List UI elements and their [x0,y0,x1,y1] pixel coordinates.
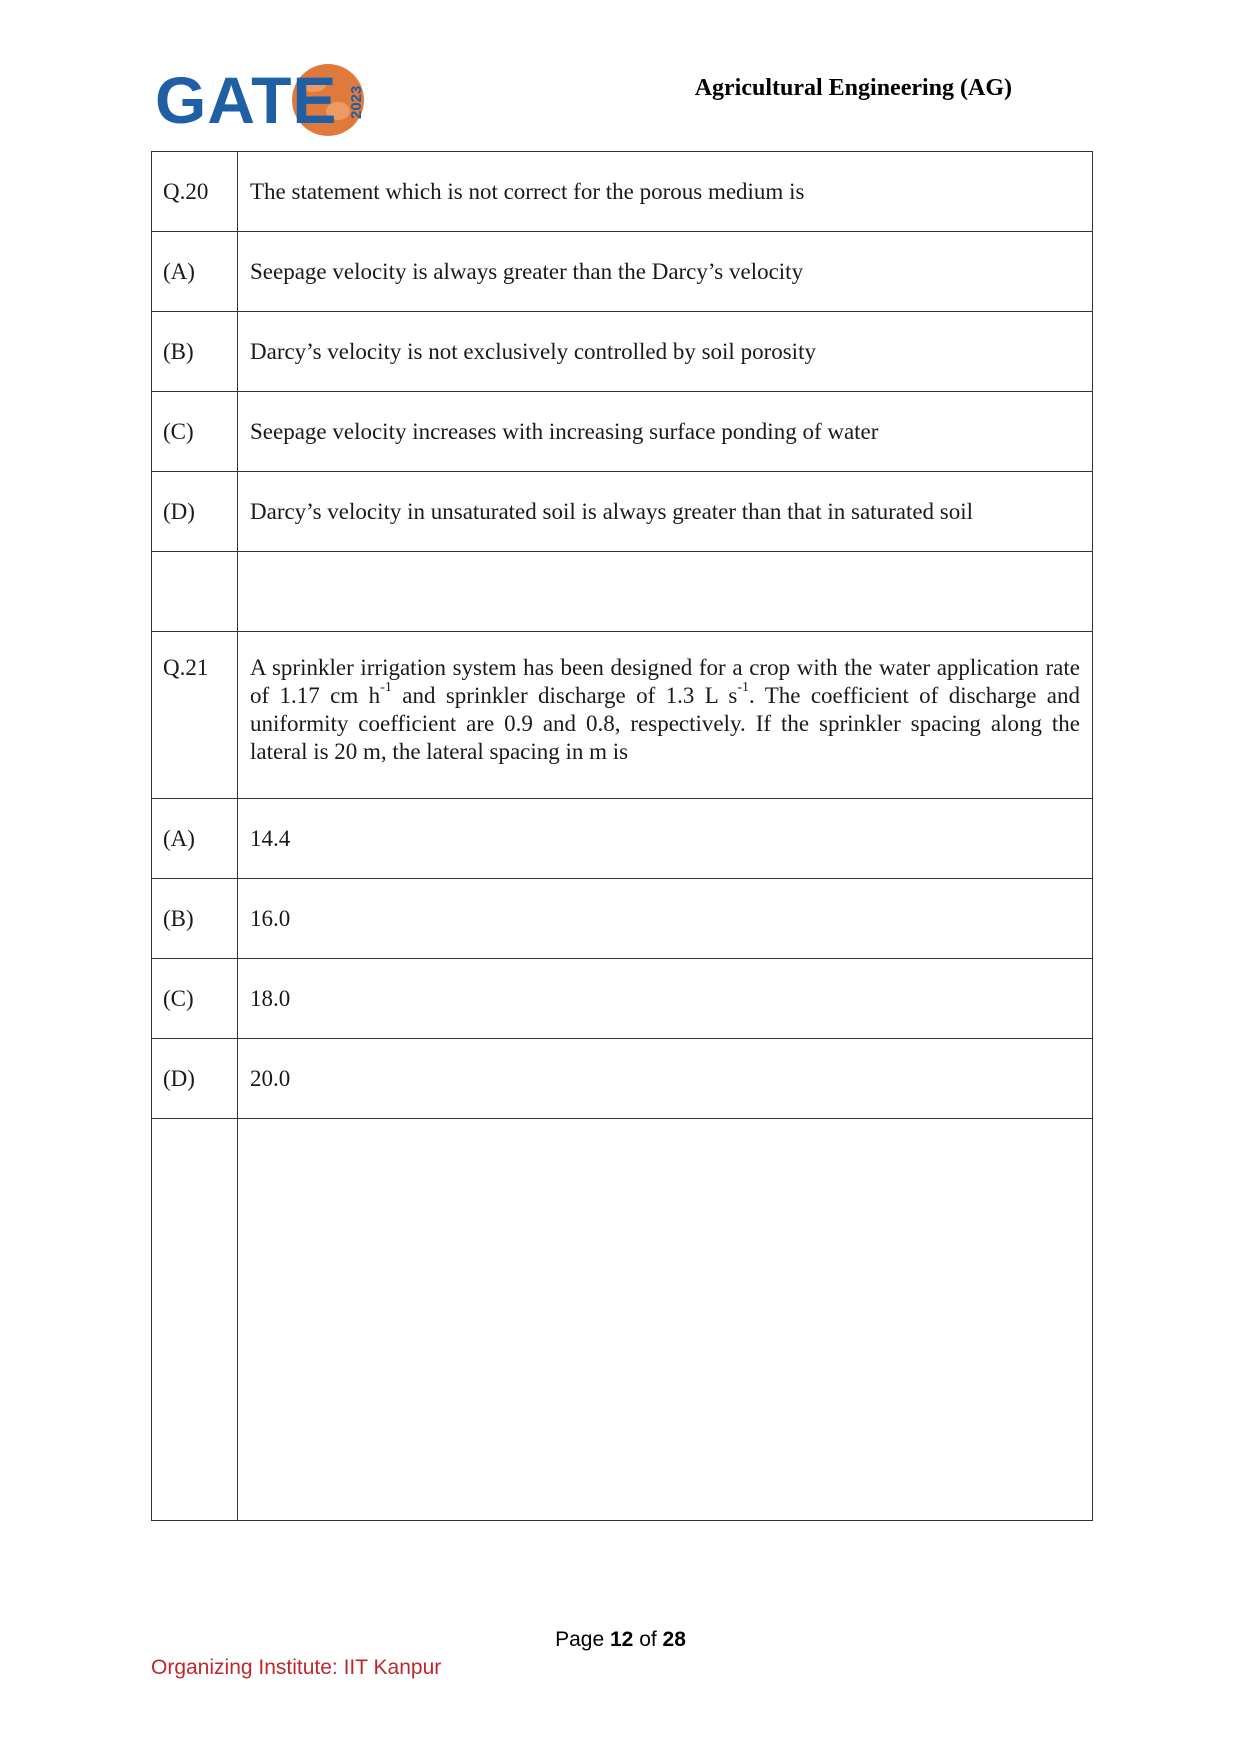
option-label: (D) [152,472,238,552]
spacer-row [152,552,1093,632]
option-label: (C) [152,959,238,1039]
option-text: Darcy’s velocity is not exclusively controlled by soil porosity [238,312,1093,392]
option-row [152,1039,1093,1119]
option-label: (B) [152,879,238,959]
option-label: (A) [152,232,238,312]
option-row [152,392,1093,472]
option-label: (B) [152,312,238,392]
option-row [152,232,1093,312]
option-text: 18.0 [238,959,1093,1039]
question-row [152,632,1093,799]
page-header [0,0,1241,150]
option-text: Darcy’s velocity in unsaturated soil is always greater than that in saturated soil [238,472,1093,552]
option-label: (C) [152,392,238,472]
option-text: 20.0 [238,1039,1093,1119]
option-text: 16.0 [238,879,1093,959]
option-row [152,879,1093,959]
gate-logo [155,60,365,140]
subject-title: Agricultural Engineering (AG) [694,75,1012,101]
logo-year: 2023 [348,85,365,119]
option-label: (D) [152,1039,238,1119]
option-row [152,312,1093,392]
question-row [152,152,1093,232]
option-row [152,959,1093,1039]
option-label: (A) [152,799,238,879]
option-text: Seepage velocity is always greater than the Darcy’s velocity [238,232,1093,312]
page-number: Page 12 of 28 [555,1628,686,1651]
option-row [152,799,1093,879]
blank-row [152,1119,1093,1521]
option-row [152,472,1093,552]
question-stem: A sprinkler irrigation system has been designed for a crop with the water application rate of 1.17 cm $h^{-1}$ and sprinkler discharge of 1.3 L $s^{-1}$. The coefficient of discharge and uniformity coefficient are 0.9 and 0.8, respectively. If the sprinkler spacing along the lateral is 20 m, the lateral spacing in m is [238,632,1093,799]
organizing-institute: Organizing Institute: IIT Kanpur [151,1656,442,1679]
option-text: 14.4 [238,799,1093,879]
question-number: Q.20 [152,152,238,232]
option-text: Seepage velocity increases with increasing surface ponding of water [238,392,1093,472]
logo-word: GATE [155,63,338,137]
question-stem: The statement which is not correct for the porous medium is [238,152,1093,232]
question-number: Q.21 [152,632,238,799]
question-table [151,151,1093,1521]
